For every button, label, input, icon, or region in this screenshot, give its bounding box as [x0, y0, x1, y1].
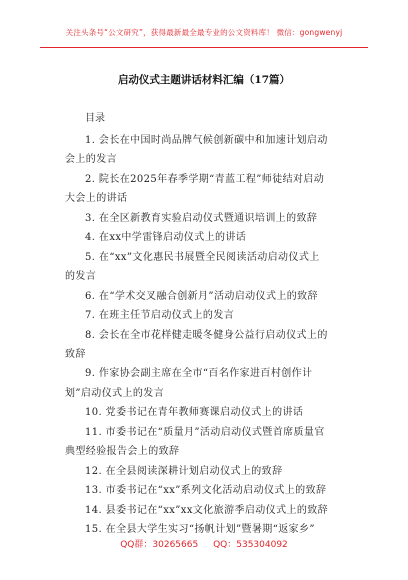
toc-line: 会上的发言 [65, 154, 117, 165]
toc-label: 目录 [85, 113, 105, 124]
toc-line: 7. 在班主任节启动仪式上的发言 [85, 310, 235, 321]
toc-line: 6. 在“学术交叉融合创新月”活动启动仪式上的致辞 [85, 291, 318, 302]
toc-line: 典型经验报告会上的致辞 [65, 446, 180, 457]
toc-line: 1. 会长在中国时尚品牌气候创新碳中和加速计划启动 [85, 135, 328, 146]
footer-qq-group: QQ群：30265665 [120, 540, 199, 550]
footer-qq: QQ：535304092 [213, 540, 288, 550]
toc-line: 8. 会长在全市花样健走暖冬健身公益行启动仪式上的 [85, 330, 328, 341]
toc-line: 10. 党委书记在青年教师赛课启动仪式上的讲话 [85, 407, 304, 418]
header-divider [40, 47, 368, 48]
toc-line: 11. 市委书记在“质量月”活动启动仪式暨首席质量官 [85, 427, 325, 438]
toc-line: 14. 县委书记在“xx”xx文化旅游季启动仪式上的致辞 [85, 505, 329, 516]
toc-line: 的发言 [65, 271, 97, 282]
toc-line: 大会上的讲话 [65, 193, 128, 204]
toc-line: 2. 院长在2025年春季学期“青蓝工程”师徒结对启动 [85, 174, 325, 185]
footer [0, 537, 408, 550]
toc-line: 5. 在“xx”文化惠民书展暨全民阅读活动启动仪式上 [85, 252, 320, 263]
toc-line: 13. 市委书记在“xx”系列文化活动启动仪式上的致辞 [85, 485, 327, 496]
toc-line: 3. 在全区新教育实验启动仪式暨通识培训上的致辞 [85, 213, 318, 224]
toc-line: 致辞 [65, 349, 86, 360]
toc-line: 12. 在全县阅读深耕计划启动仪式上的致辞 [85, 466, 283, 477]
toc-line: 15. 在全县大学生实习“扬帆计划”暨暑期“返家乡” [85, 524, 315, 535]
header-banner: 关注头条号“公文研究”，获得最新最全最专业的公文资料库！ 微信：gongwenyj [65, 28, 343, 37]
toc-line: 4. 在xx中学雷锋启动仪式上的讲话 [85, 232, 247, 243]
document-title: 启动仪式主题讲话材料汇编（17篇） [117, 74, 291, 86]
toc-line: 9. 作家协会副主席在全市“百名作家进百村创作计 [85, 368, 313, 379]
toc-line: 划”启动仪式上的发言 [65, 388, 165, 399]
